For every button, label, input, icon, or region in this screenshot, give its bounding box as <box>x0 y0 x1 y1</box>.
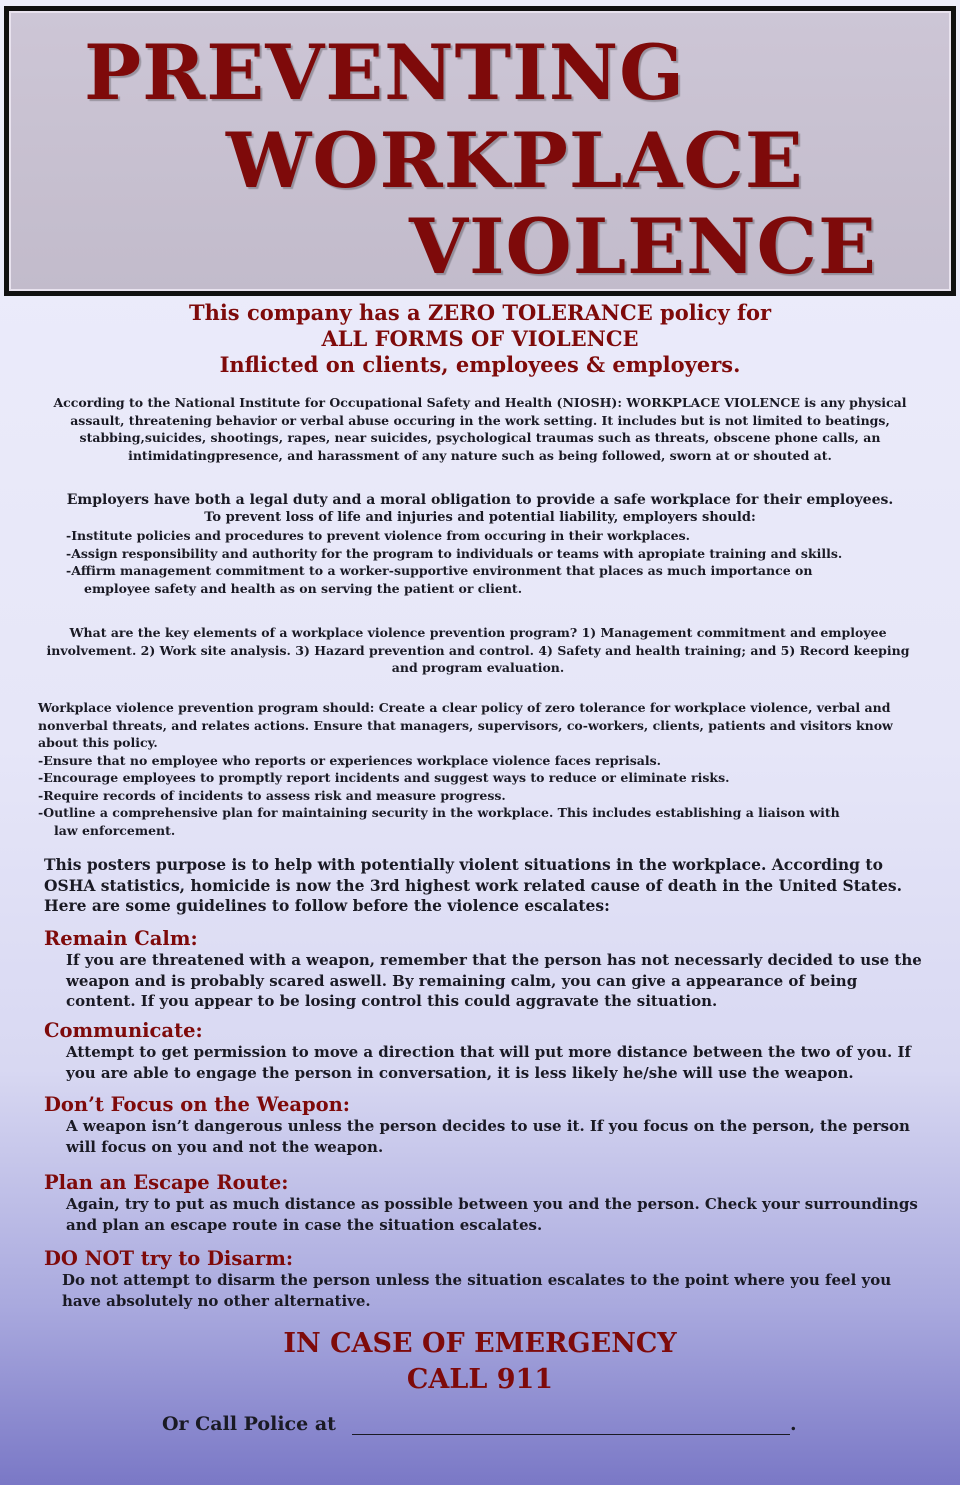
prevention-program-list <box>38 752 922 840</box>
guideline-do-not-disarm <box>44 1248 924 1311</box>
list-item: -Institute policies and procedures to prevent violence from occuring in their workplaces. <box>66 528 691 543</box>
prevention-program <box>38 699 922 839</box>
guideline-remain-calm <box>44 928 924 1012</box>
guideline-body: If you are threatened with a weapon, remember that the person has not necessarly decided to use the weapon and is probably scared aswell. By remaining calm, you can give a appearance of being content. If you appear to be losing control this could aggravate the situation. <box>66 951 922 1010</box>
zero-tolerance-policy <box>0 300 960 378</box>
title-line-workplace: WORKPLACE <box>226 116 804 205</box>
list-item: -Outline a comprehensive plan for maintaining security in the workplace. This includes establishing a liaison with law enforcement. <box>38 805 840 838</box>
employer-obligations-lead: Employers have both a legal duty and a moral obligation to provide a safe workplace for their employees. <box>66 492 894 508</box>
guideline-body: A weapon isn’t dangerous unless the person decides to use it. If you focus on the person, the person will focus on you and not the weapon. <box>66 1117 910 1156</box>
emergency-line-2: CALL 911 <box>406 1364 554 1395</box>
employer-obligations-list <box>40 527 920 597</box>
guideline-weapon-focus <box>44 1094 924 1157</box>
list-item: -Affirm management commitment to a worker-supportive environment that places as much importance on employee safety and health as on serving the patient or client. <box>66 563 813 596</box>
title-banner <box>4 6 956 296</box>
guideline-body: Do not attempt to disarm the person unless the situation escalates to the point where you feel you have absolutely no other alternative. <box>62 1271 892 1310</box>
guideline-body: Attempt to get permission to move a direction that will put more distance between the two of you. If you are able to engage the person in conversation, it is less likely he/she will use the weapon. <box>66 1043 911 1082</box>
emergency-notice <box>0 1326 960 1398</box>
list-item: -Require records of incidents to assess risk and measure progress. <box>38 787 506 803</box>
prevention-program-lead: Workplace violence prevention program should: Create a clear policy of zero tolerance for workplace violence, verbal and nonverbal threats, and relates actions. Ensure that managers, supervisors, co-workers, clients, patients and visitors know about this policy. <box>38 700 893 750</box>
employer-obligations-sub: To prevent loss of life and injuries and potential liability, employers should: <box>204 510 756 525</box>
emergency-line-1: IN CASE OF EMERGENCY <box>283 1328 677 1359</box>
guideline-heading: Communicate: <box>44 1019 203 1042</box>
police-label: Or Call Police at <box>162 1413 336 1435</box>
policy-line-1: This company has a ZERO TOLERANCE policy for <box>188 300 772 325</box>
guideline-heading: DO NOT try to Disarm: <box>44 1247 294 1270</box>
poster-purpose: This posters purpose is to help with potentially violent situations in the workplace. According to OSHA statistics, homicide is now the 3rd highest work related cause of death in the United States. Here are some guidelines to follow before the violence escalates: <box>44 855 903 915</box>
guideline-heading: Plan an Escape Route: <box>44 1171 289 1194</box>
guideline-body: Again, try to put as much distance as possible between you and the person. Check your surroundings and plan an escape route in case the situation escalates. <box>66 1195 918 1234</box>
list-item: -Assign responsibility and authority for the program to individuals or teams with apropiate training and skills. <box>66 545 843 561</box>
program-key-elements: What are the key elements of a workplace violence prevention program? 1) Management commitment and employee involvement. 2) Work site analysis. 3) Hazard prevention and control. 4) Safety and health training; and 5) Record keeping and program evaluation. <box>46 625 910 675</box>
list-item: -Ensure that no employee who reports or experiences workplace violence faces reprisals. <box>38 752 662 768</box>
police-period: . <box>790 1413 797 1435</box>
employer-obligations <box>40 491 920 597</box>
title-line-violence: VIOLENCE <box>409 202 877 291</box>
title-line-preventing: PREVENTING <box>84 28 686 117</box>
policy-line-2: ALL FORMS OF VIOLENCE <box>321 326 639 351</box>
policy-line-3: Inflicted on clients, employees & employers. <box>219 352 741 377</box>
niosh-definition: According to the National Institute for Occupational Safety and Health (NIOSH): WORKPLACE VIOLENCE is any physical assault, threatening behavior or verbal abuse occuring in the work setting. It includes but is not limited to beatings, stabbing,suicides, shootings, rapes, near suicides, psychological traumas such as threats, obscene phone calls, an intimidatingpresence, and harassment of any nature such as being followed, sworn at or shouted at. <box>53 395 907 463</box>
guideline-communicate <box>44 1020 924 1083</box>
guideline-escape-route <box>44 1172 924 1235</box>
police-number-blank <box>352 1434 790 1435</box>
guideline-heading: Remain Calm: <box>44 927 198 950</box>
guideline-heading: Don’t Focus on the Weapon: <box>44 1093 351 1116</box>
list-item: -Encourage employees to promptly report incidents and suggest ways to reduce or eliminate risks. <box>38 770 730 785</box>
